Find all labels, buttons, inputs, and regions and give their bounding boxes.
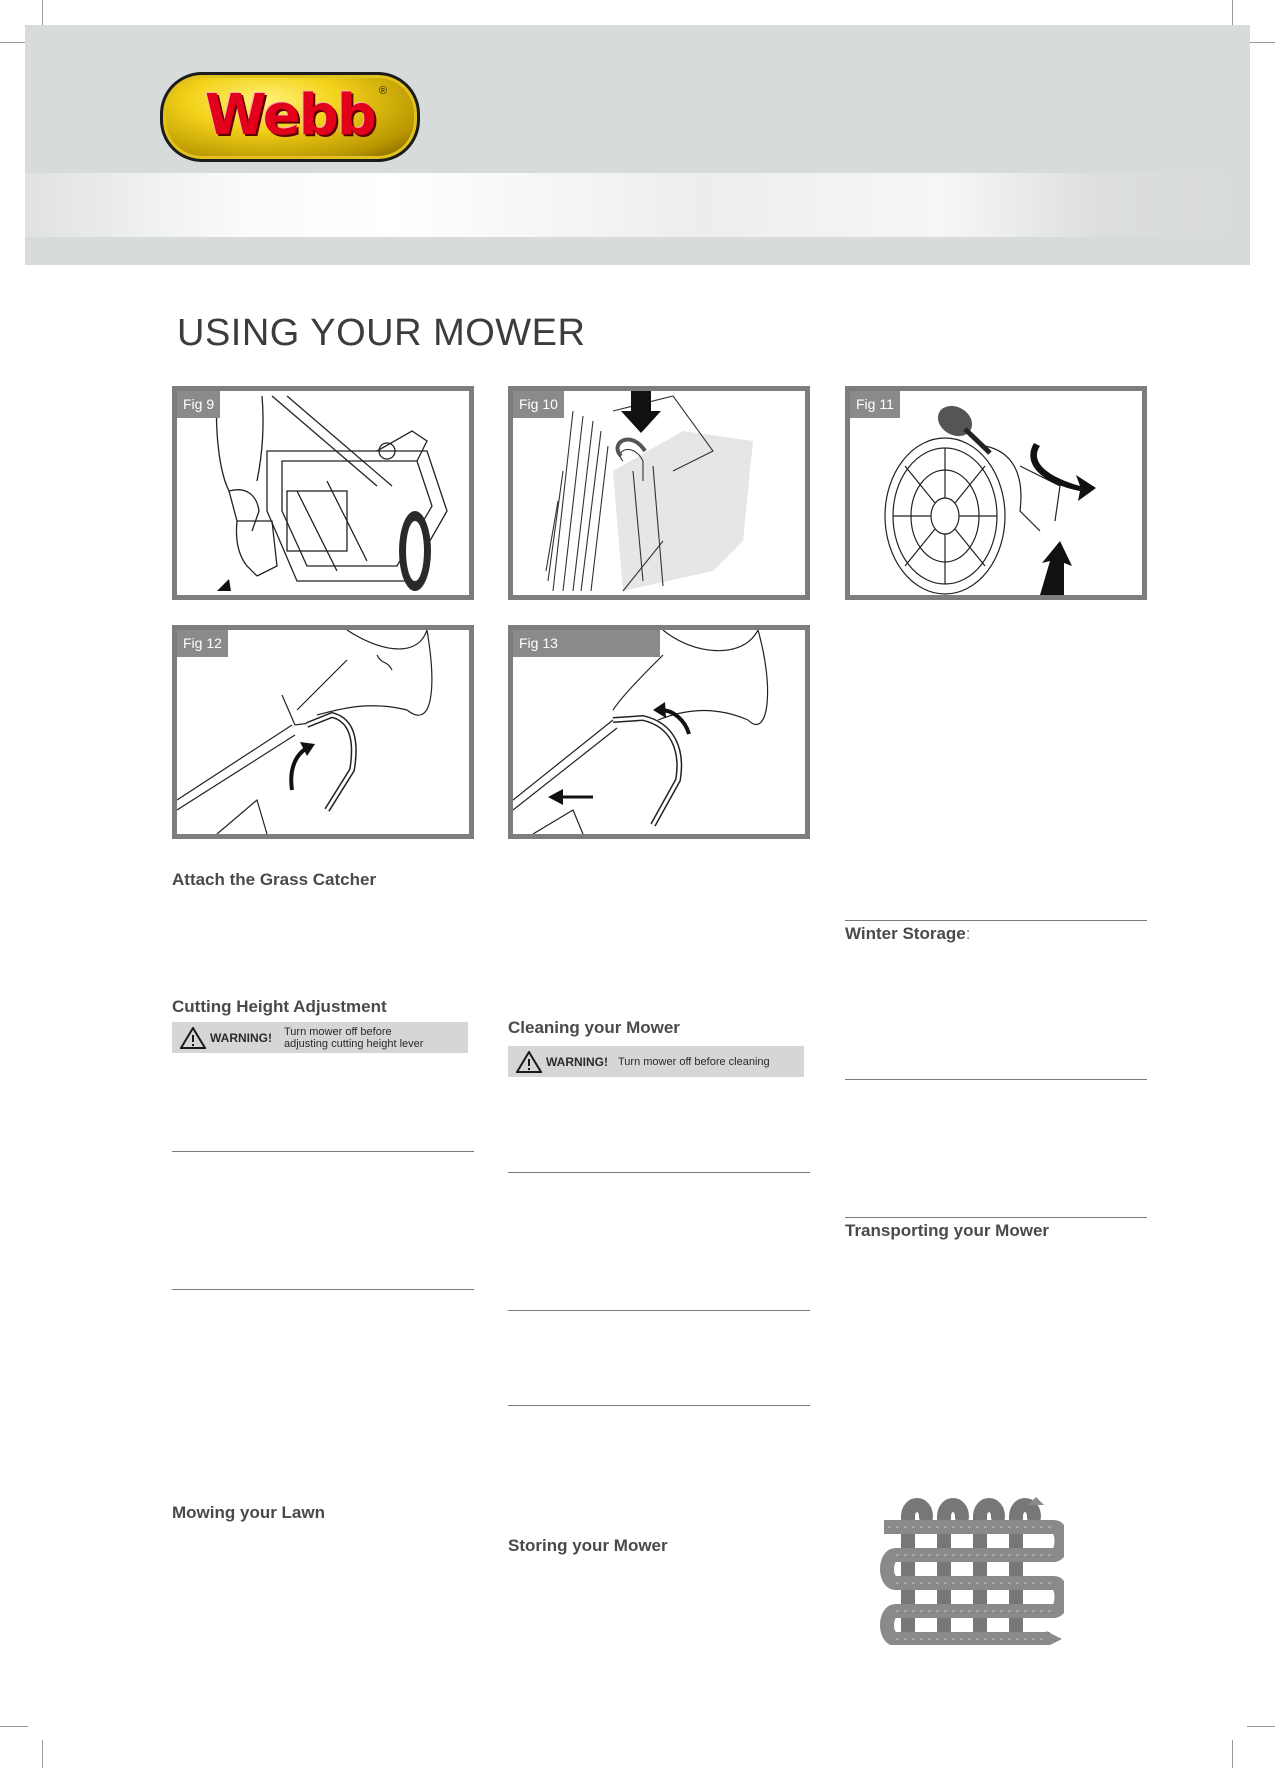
- height-lever-illustration: [850, 391, 1142, 595]
- figure-label: Fig 11: [850, 391, 900, 418]
- mower-catcher-illustration: [177, 391, 469, 595]
- warning-text: Turn mower off before cleaning: [618, 1055, 770, 1068]
- heading-attach-catcher: Attach the Grass Catcher: [172, 870, 377, 889]
- crop-mark: [1247, 42, 1275, 43]
- warning-cutting-height: [172, 1022, 468, 1053]
- figure-label: Fig 9: [177, 391, 220, 418]
- logo-wordmark: Webb: [205, 82, 375, 148]
- section-divider: [845, 920, 1147, 921]
- crop-mark: [1247, 1726, 1275, 1727]
- warning-text: [284, 1026, 423, 1050]
- heading-winter-text: Winter Storage: [845, 924, 966, 943]
- heading-storing: Storing your Mower: [508, 1536, 668, 1555]
- figure-label: Fig 13: [513, 630, 660, 657]
- crop-mark: [42, 0, 43, 28]
- catcher-hook-illustration: [513, 391, 805, 595]
- figure-label: Fig 10: [513, 391, 564, 418]
- section-divider: [845, 1079, 1147, 1080]
- page-title: USING YOUR MOWER: [177, 312, 586, 354]
- mowing-pattern-icon: [878, 1497, 1064, 1645]
- heading-winter-storage: [845, 924, 971, 944]
- crop-mark: [1232, 1740, 1233, 1768]
- section-divider: [508, 1172, 810, 1173]
- figure-10: [508, 386, 810, 600]
- warning-label: WARNING!: [210, 1030, 272, 1045]
- warning-cleaning: [508, 1046, 804, 1077]
- figure-12: [172, 625, 474, 839]
- section-divider: [172, 1289, 474, 1290]
- warning-text-line: Turn mower off before: [284, 1025, 392, 1038]
- webb-logo: [160, 72, 420, 162]
- warning-text-line: adjusting cutting height lever: [284, 1037, 424, 1050]
- figure-label: Fig 12: [177, 630, 228, 657]
- heading-transporting: Transporting your Mower: [845, 1221, 1050, 1240]
- warning-label: WARNING!: [546, 1054, 608, 1069]
- crop-mark: [0, 42, 28, 43]
- crop-mark: [0, 1726, 28, 1727]
- heading-cutting-height: Cutting Height Adjustment: [172, 997, 387, 1016]
- section-divider: [845, 1217, 1147, 1218]
- section-divider: [172, 1151, 474, 1152]
- figure-9: [172, 386, 474, 600]
- section-divider: [508, 1405, 810, 1406]
- crop-mark: [42, 1740, 43, 1768]
- header-swoosh: [25, 173, 1250, 237]
- warning-triangle-icon: [180, 1027, 206, 1049]
- figure-11: [845, 386, 1147, 600]
- section-divider: [508, 1310, 810, 1311]
- registered-mark: ®: [378, 85, 387, 97]
- handle-extend-illustration: [513, 630, 805, 834]
- warning-triangle-icon: [516, 1051, 542, 1073]
- handle-fold-illustration: [177, 630, 469, 834]
- figure-13: [508, 625, 810, 839]
- heading-winter-colon: :: [965, 924, 971, 943]
- heading-cleaning: Cleaning your Mower: [508, 1018, 680, 1037]
- crop-mark: [1232, 0, 1233, 28]
- heading-mowing: Mowing your Lawn: [172, 1503, 325, 1522]
